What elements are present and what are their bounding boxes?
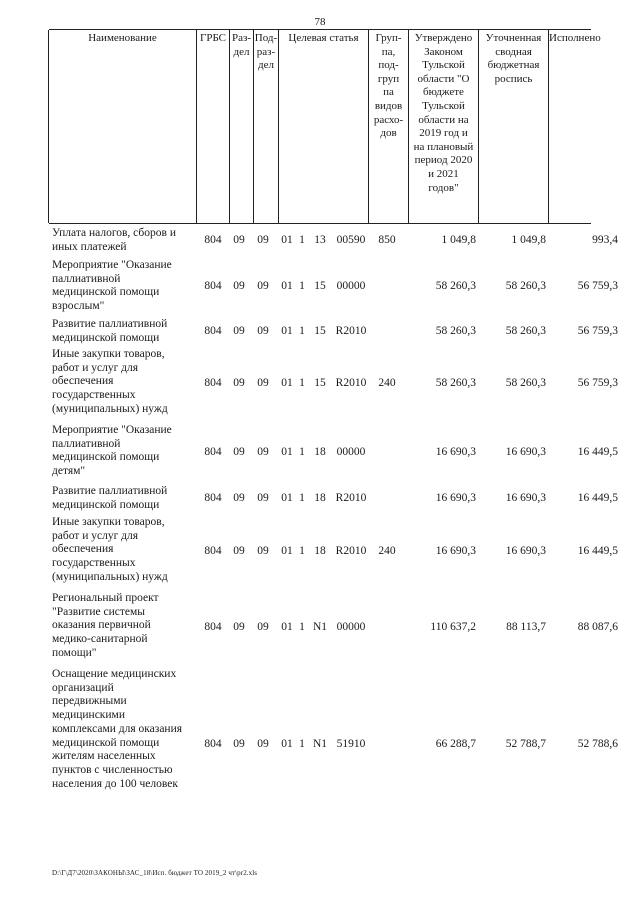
row-grbs: 804 bbox=[204, 492, 222, 504]
row-executed: 16 449,5 bbox=[577, 492, 618, 504]
file-path-footer: D:\Г\Д7\2020\ЗАКОНЫ\ЗАС_18\Исп. бюджет ТО 2019_2 чт\pr2.xls bbox=[52, 869, 258, 877]
row-refined: 58 260,3 bbox=[505, 325, 546, 337]
row-target-direction: 51910 bbox=[336, 738, 366, 750]
row-target-event: 18 bbox=[314, 492, 326, 504]
page-number: 78 bbox=[314, 16, 326, 28]
row-podrazdel: 09 bbox=[257, 738, 269, 750]
row-target-direction: R2010 bbox=[335, 545, 367, 557]
row-target-subprogram: 1 bbox=[299, 545, 305, 557]
row-razdel: 09 bbox=[233, 621, 245, 633]
row-razdel: 09 bbox=[233, 492, 245, 504]
row-approved: 110 637,2 bbox=[430, 621, 476, 633]
row-target-event: 15 bbox=[314, 325, 326, 337]
row-target-program: 01 bbox=[281, 738, 293, 750]
row-grbs: 804 bbox=[204, 738, 222, 750]
row-target-direction: 00000 bbox=[336, 446, 366, 458]
row-refined: 58 260,3 bbox=[505, 280, 546, 292]
row-approved: 58 260,3 bbox=[435, 280, 476, 292]
row-target-direction: 00000 bbox=[336, 621, 366, 633]
header-name: Наименование bbox=[48, 30, 197, 223]
row-name: Региональный проект "Развитие системы оказания первичной медико-санитарной помощи" bbox=[52, 592, 159, 659]
row-target-program: 01 bbox=[281, 492, 293, 504]
row-razdel: 09 bbox=[233, 446, 245, 458]
row-target-direction: R2010 bbox=[335, 492, 367, 504]
header-executed: Исполнено bbox=[549, 32, 601, 44]
row-name: Оснащение медицинских организаций передвижными медицинскими комплексами для оказания медицинской помощи жителям населенных пунктов с численностью населения до 100 человек bbox=[52, 668, 183, 790]
row-target-subprogram: 1 bbox=[299, 621, 305, 633]
header-row bbox=[49, 29, 601, 224]
row-target-event: N1 bbox=[312, 738, 328, 750]
row-approved: 16 690,3 bbox=[435, 492, 476, 504]
row-target-program: 01 bbox=[281, 621, 293, 633]
row-target-program: 01 bbox=[281, 280, 293, 292]
header-podrazdel: Под- раз- дел bbox=[254, 30, 279, 223]
row-podrazdel: 09 bbox=[257, 446, 269, 458]
row-target-subprogram: 1 bbox=[299, 446, 305, 458]
row-razdel: 09 bbox=[233, 377, 245, 389]
row-executed: 56 759,3 bbox=[577, 377, 618, 389]
row-grbs: 804 bbox=[204, 545, 222, 557]
row-group: 240 bbox=[378, 377, 396, 389]
row-name: Развитие паллиативной медицинской помощи bbox=[52, 318, 168, 344]
row-podrazdel: 09 bbox=[257, 234, 269, 246]
row-podrazdel: 09 bbox=[257, 377, 269, 389]
row-podrazdel: 09 bbox=[257, 492, 269, 504]
row-razdel: 09 bbox=[233, 234, 245, 246]
row-executed: 993,4 bbox=[592, 234, 618, 246]
row-executed: 16 449,5 bbox=[577, 545, 618, 557]
row-executed: 88 087,6 bbox=[577, 621, 618, 633]
row-grbs: 804 bbox=[204, 377, 222, 389]
row-refined: 58 260,3 bbox=[505, 377, 546, 389]
header-razdel: Раз- дел bbox=[230, 30, 254, 223]
row-grbs: 804 bbox=[204, 280, 222, 292]
header-group: Груп- па, под- груп па видов расхо- дов bbox=[369, 30, 409, 223]
row-razdel: 09 bbox=[233, 738, 245, 750]
row-grbs: 804 bbox=[204, 234, 222, 246]
row-refined: 16 690,3 bbox=[505, 446, 546, 458]
row-name: Уплата налогов, сборов и иных платежей bbox=[52, 227, 176, 253]
row-grbs: 804 bbox=[204, 446, 222, 458]
row-executed: 56 759,3 bbox=[577, 325, 618, 337]
row-target-subprogram: 1 bbox=[299, 377, 305, 389]
row-refined: 88 113,7 bbox=[506, 621, 546, 633]
row-refined: 16 690,3 bbox=[505, 545, 546, 557]
row-target-direction: 00000 bbox=[336, 280, 366, 292]
header-target: Целевая статья bbox=[279, 30, 369, 223]
header-refined: Уточненная сводная бюджетная роспись bbox=[479, 30, 549, 223]
row-grbs: 804 bbox=[204, 325, 222, 337]
row-approved: 16 690,3 bbox=[435, 446, 476, 458]
row-group: 850 bbox=[378, 234, 396, 246]
row-target-event: 15 bbox=[314, 377, 326, 389]
row-target-subprogram: 1 bbox=[299, 234, 305, 246]
header-grbs: ГРБС bbox=[197, 30, 230, 223]
row-podrazdel: 09 bbox=[257, 545, 269, 557]
row-approved: 58 260,3 bbox=[435, 377, 476, 389]
row-refined: 16 690,3 bbox=[505, 492, 546, 504]
row-target-event: 18 bbox=[314, 446, 326, 458]
row-name: Иные закупки товаров, работ и услуг для обеспечения государственных (муниципальных) нужд bbox=[52, 516, 168, 583]
row-name: Развитие паллиативной медицинской помощи bbox=[52, 485, 168, 511]
row-razdel: 09 bbox=[233, 545, 245, 557]
row-name: Мероприятие "Оказание паллиативной медицинской помощи детям" bbox=[52, 424, 172, 478]
row-refined: 52 788,7 bbox=[505, 738, 546, 750]
row-executed: 56 759,3 bbox=[577, 280, 618, 292]
row-target-direction: 00590 bbox=[336, 234, 366, 246]
row-target-program: 01 bbox=[281, 325, 293, 337]
row-target-program: 01 bbox=[281, 446, 293, 458]
row-target-program: 01 bbox=[281, 545, 293, 557]
row-name: Мероприятие "Оказание паллиативной медицинской помощи взрослым" bbox=[52, 259, 172, 313]
row-approved: 16 690,3 bbox=[435, 545, 476, 557]
header-approved: Утверждено Законом Тульской области "О бюджете Тульской области на 2019 год и на плановый период 2020 и 2021 годов" bbox=[409, 30, 479, 223]
row-target-program: 01 bbox=[281, 234, 293, 246]
row-approved: 58 260,3 bbox=[435, 325, 476, 337]
row-podrazdel: 09 bbox=[257, 280, 269, 292]
row-target-subprogram: 1 bbox=[299, 280, 305, 292]
row-approved: 1 049,8 bbox=[441, 234, 476, 246]
row-razdel: 09 bbox=[233, 280, 245, 292]
row-refined: 1 049,8 bbox=[511, 234, 546, 246]
row-executed: 52 788,6 bbox=[577, 738, 618, 750]
row-grbs: 804 bbox=[204, 621, 222, 633]
row-podrazdel: 09 bbox=[257, 621, 269, 633]
row-name: Иные закупки товаров, работ и услуг для обеспечения государственных (муниципальных) нужд bbox=[52, 348, 168, 415]
row-target-event: 13 bbox=[314, 234, 326, 246]
row-target-subprogram: 1 bbox=[299, 325, 305, 337]
row-target-subprogram: 1 bbox=[299, 492, 305, 504]
row-razdel: 09 bbox=[233, 325, 245, 337]
row-group: 240 bbox=[378, 545, 396, 557]
row-target-event: 15 bbox=[314, 280, 326, 292]
row-target-event: 18 bbox=[314, 545, 326, 557]
row-target-event: N1 bbox=[312, 621, 328, 633]
row-executed: 16 449,5 bbox=[577, 446, 618, 458]
row-podrazdel: 09 bbox=[257, 325, 269, 337]
row-target-subprogram: 1 bbox=[299, 738, 305, 750]
row-target-program: 01 bbox=[281, 377, 293, 389]
row-approved: 66 288,7 bbox=[435, 738, 476, 750]
row-target-direction: R2010 bbox=[335, 325, 367, 337]
row-target-direction: R2010 bbox=[335, 377, 367, 389]
